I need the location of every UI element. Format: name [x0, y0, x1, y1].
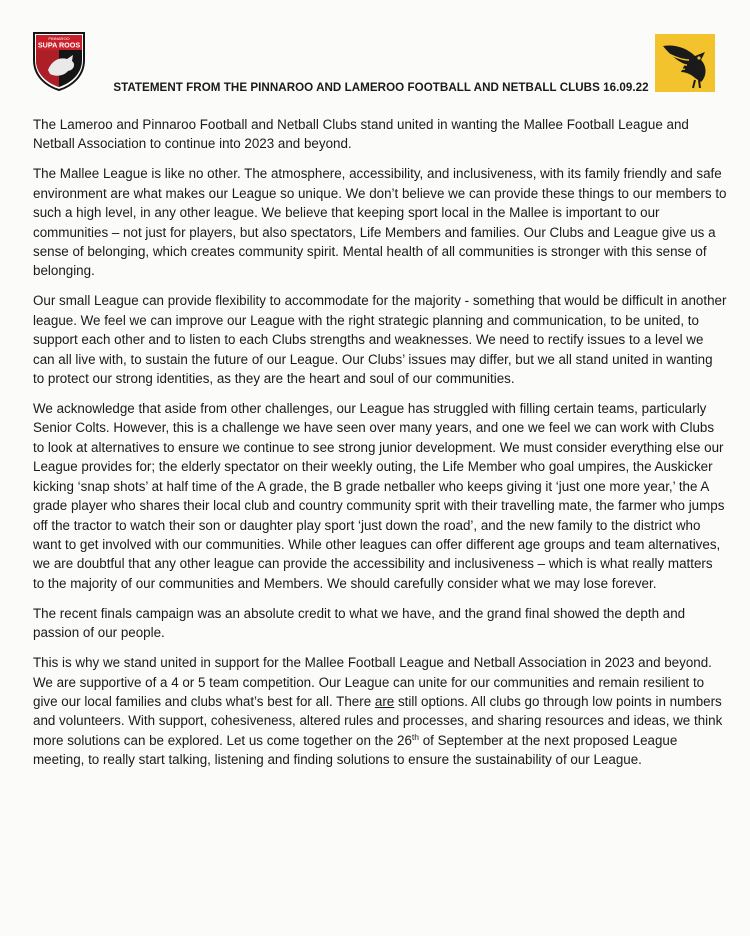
- date-superscript: th: [411, 731, 419, 742]
- underlined-word: are: [374, 693, 395, 709]
- paragraph-4: We acknowledge that aside from other challenges, our League has struggled with filling certain teams, particularly Senior Colts. However, this is a challenge we have seen over many years, and one we feel we can work with Clubs to look at alternatives to ensure we continue to see strong junior development. We must consider everything else our League provides for; the elderly spectator on their weekly outing, the Life Member who goal umpires, the Auskicker kicking ‘snap shots’ at half time of the A grade, the B grade netballer who keeps giving it ‘just one more year,’ the A grade player who shares their local club and country community sprit with their travelling mate, the farmer who jumps off the tractor to watch their son or daughter play sport ‘just down the road’, and the new family to the district who want to get involved with our communities. While other leagues can offer different age groups and team alternatives, we are doubtful that any other league can provide the accessibility and inclusiveness – which is what really matters to the majority of our communities and Members. We should carefully consider what we may lose forever.: [33, 401, 725, 591]
- paragraph-6-part-2: still options. All clubs go through low points in numbers and volunteers. With support, cohesiveness, altered rules and processes, and sharing resources and ideas, we think more solutions can be explored. Let us come together on the 26: [33, 693, 723, 748]
- paragraph-6-part-3: of September at the next proposed League meeting, to really start talking, listening and finding solutions to ensure the sustainability of our League.: [33, 732, 678, 768]
- paragraph-3: Our small League can provide flexibility to accommodate for the majority - something that would be difficult in another league. We feel we can improve our League with the right strategic planning and communication, to be united, to support each other and to listen to each Clubs strengths and weaknesses. We need to rectify issues to a level we can all live with, to sustain the future of our League. Our Clubs’ issues may differ, but we all stand united in wanting to protect our strong identities, as they are the heart and soul of our communities.: [33, 293, 727, 387]
- paragraph-6: [33, 653, 727, 769]
- left-logo-small-text: PINNAROO: [48, 36, 70, 41]
- paragraph-2: The Mallee League is like no other. The atmosphere, accessibility, and inclusiveness, with its family friendly and safe environment are what makes our League so unique. We don’t believe we can provide these things to our members to such a high level, in any other league. We believe that keeping sport local in the Mallee is important to our communities – not just for players, but also spectators, Life Members and families. Our Clubs and League give us a sense of belonging, which creates community spirit. Mental health of all communities is stronger with this sense of belonging.: [33, 166, 727, 279]
- paragraph-5: The recent finals campaign was an absolute credit to what we have, and the grand final showed the depth and passion of our people.: [33, 605, 686, 641]
- statement-body: [33, 115, 727, 770]
- paragraph-6-part-1: This is why we stand united in support for the Mallee Football League and Netball Association in 2023 and beyond. We are supportive of a 4 or 5 team competition. Our League can unite for our communities and remain resilient to give our local families and clubs what’s best for all. There: [33, 655, 712, 709]
- left-logo-text: SUPA ROOS: [37, 40, 81, 50]
- paragraph-1: The Lameroo and Pinnaroo Football and Netball Clubs stand united in wanting the Mallee Football League and Netball Association to continue into 2023 and beyond.: [33, 117, 689, 152]
- statement-title: STATEMENT FROM THE PINNAROO AND LAMEROO FOOTBALL AND NETBALL CLUBS 16.09.22: [113, 81, 649, 94]
